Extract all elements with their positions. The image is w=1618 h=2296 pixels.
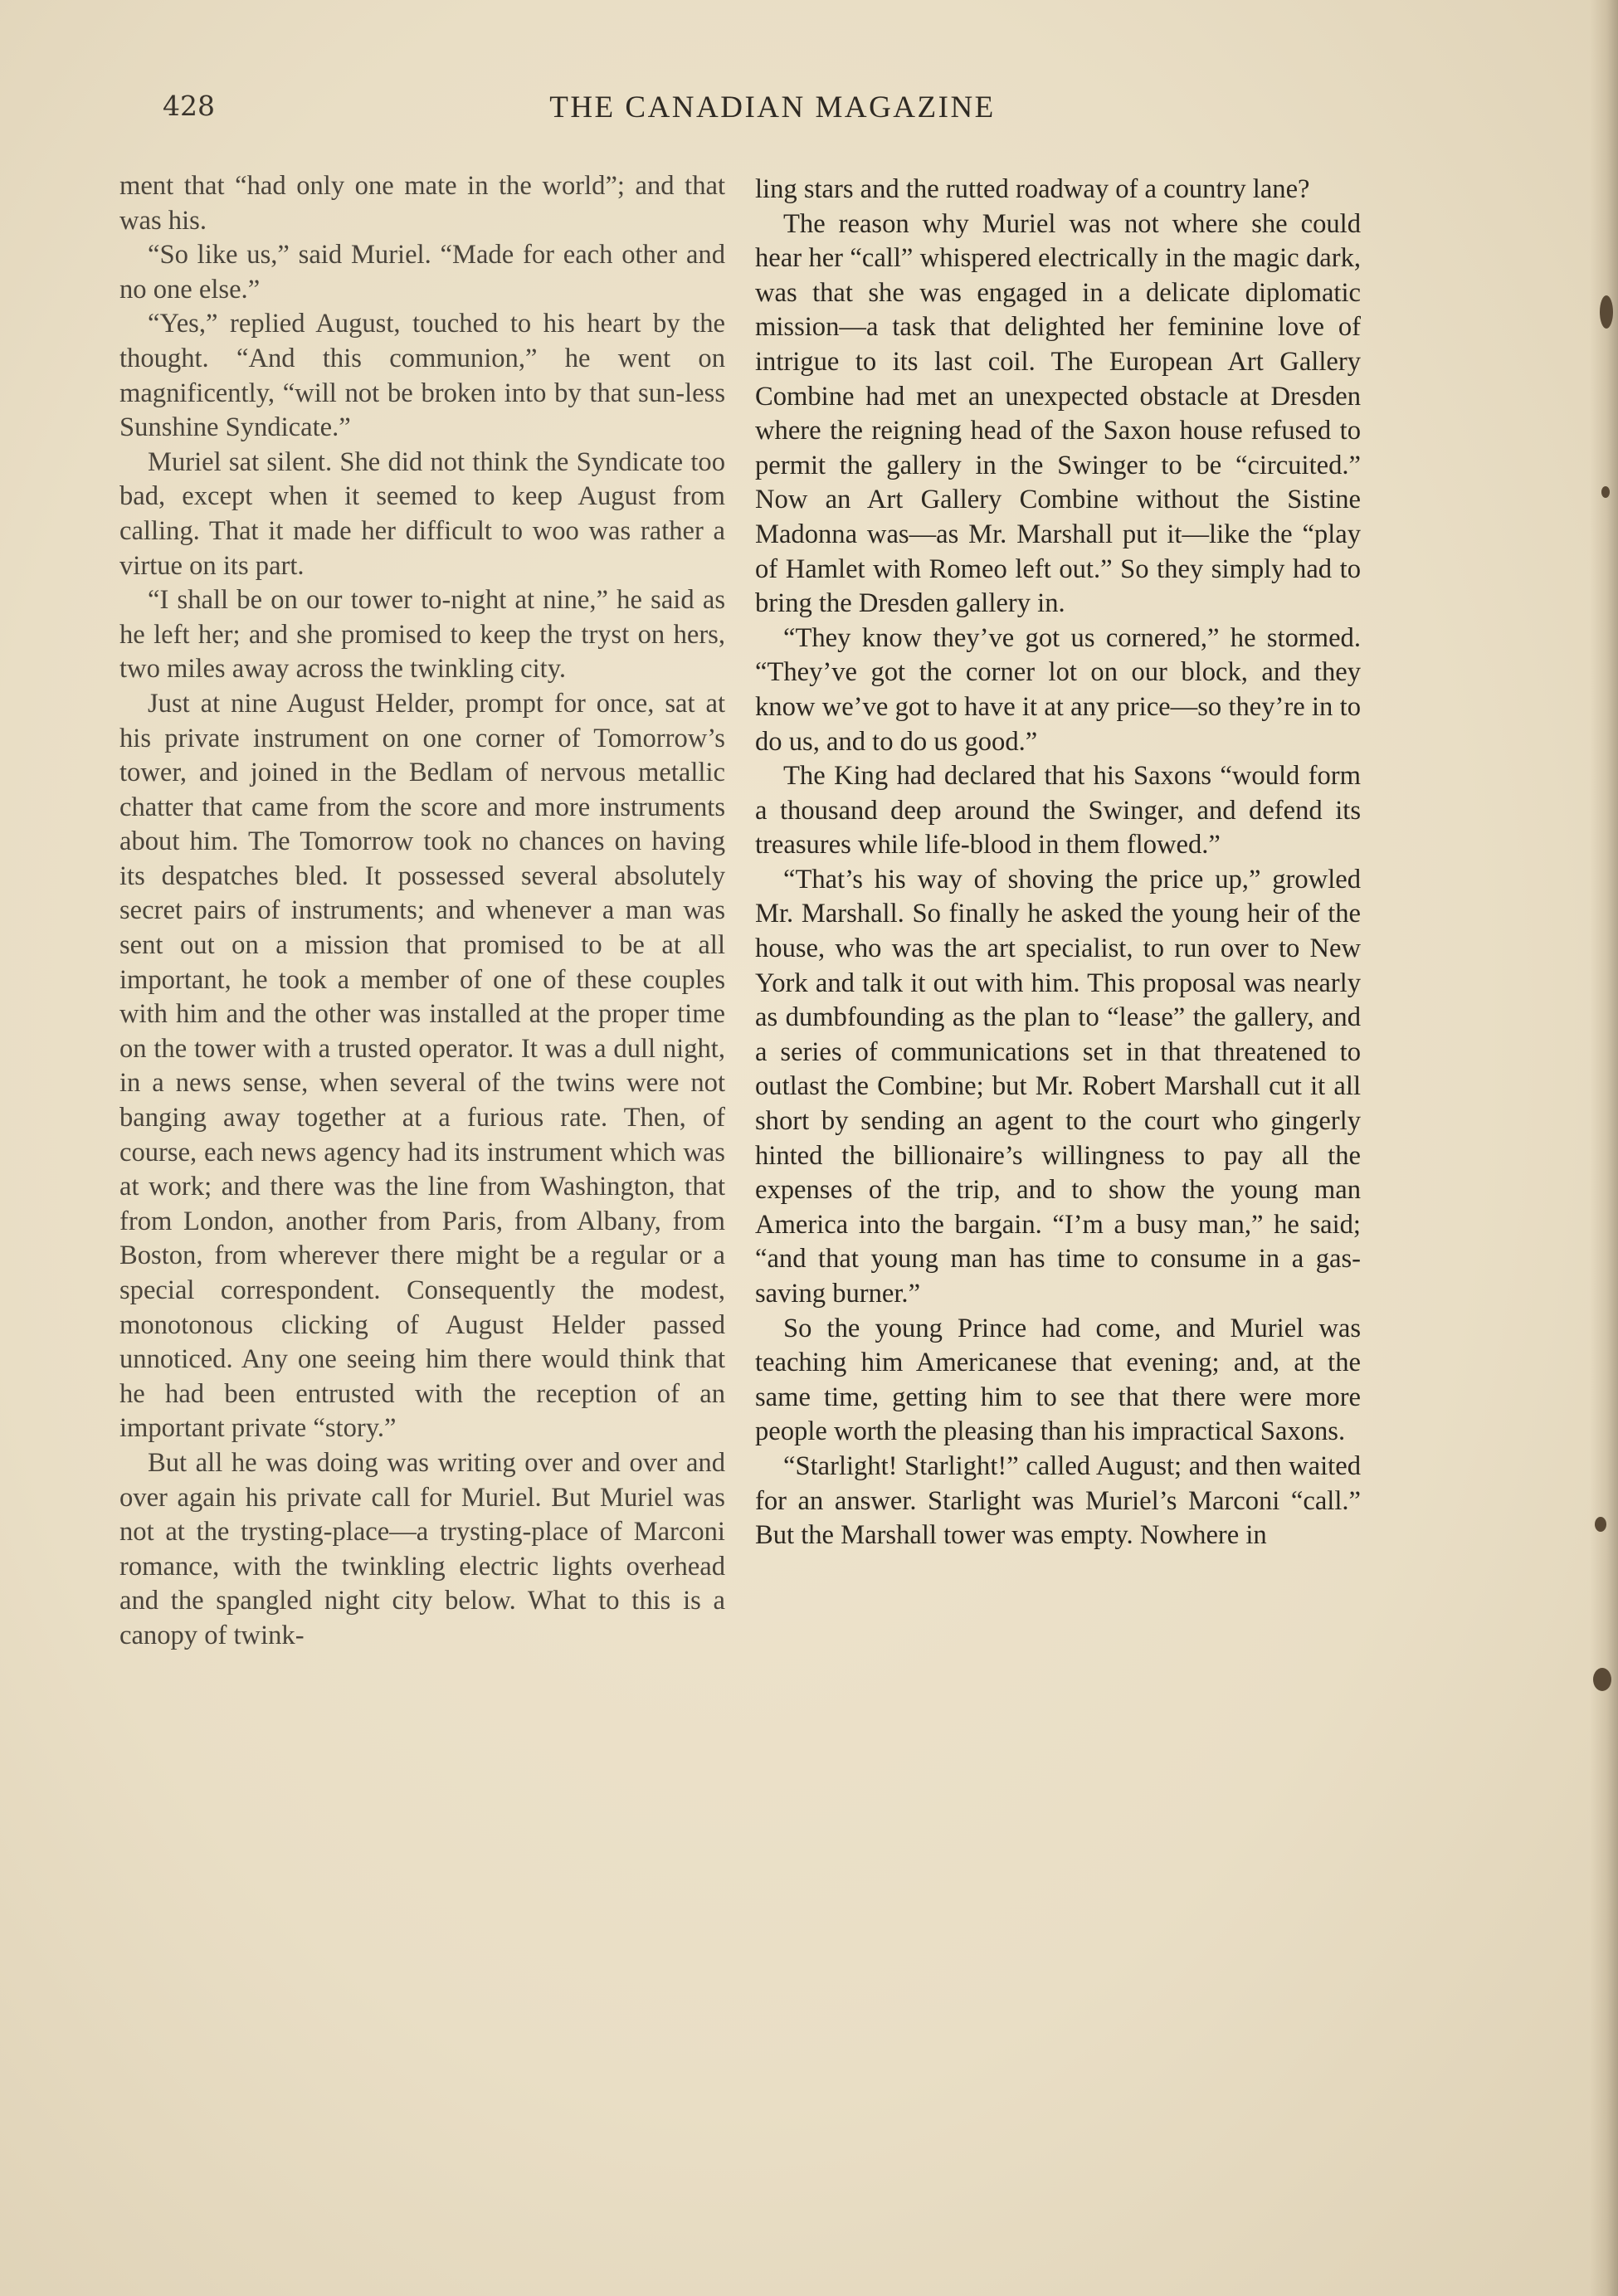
paragraph: Muriel sat silent. She did not think the Syndicate too bad, except when it seemed to keep August from calling. That it made her difficult to woo was rather a virtue on its part. (119, 446, 725, 581)
paragraph: “Yes,” replied August, touched to his heart by the thought. “And this communion,” he went on magnificently, “will not be broken into by that sun-less Sunshine Syndicate.” (119, 309, 725, 443)
paragraph: “I shall be on our tower to-night at nine,” he said as he left her; and she promised to keep the tryst on hers, two miles away across the twinkling city. (119, 585, 725, 685)
paragraph: So the young Prince had come, and Muriel was teaching him Americanese that evening; and, at the same time, getting him to see that there were more people worth the pleasing than his impractical Saxons. (755, 1313, 1361, 1447)
ink-speck (1601, 486, 1610, 498)
paragraph: But all he was doing was writing over and over and over again his private call for Muriel. But Muriel was not at the trysting-place—a trysting-place of Marconi romance, with the twinkling electric lights overhead and the spangled night city below. What to this is a canopy of twink- (119, 1447, 725, 1650)
page-number: 428 (163, 90, 215, 122)
page-header (163, 90, 1382, 139)
page-edge-shadow (1590, 0, 1618, 2296)
paragraph: “They know they’ve got us cornered,” he stormed. “They’ve got the corner lot on our block, and they know we’ve got to have it at any price—so they’re in to do us, and to do us good.” (755, 622, 1361, 757)
paragraph: The King had declared that his Saxons “would form a thousand deep around the Swinger, and defend its treasures while life-blood in them flowed.” (755, 761, 1361, 860)
paragraph: The reason why Muriel was not where she could hear her “call” whispered electrically in the magic dark, was that she was engaged in a delicate diplomatic mission—a task that delighted her feminine love of intrigue to its last coil. The European Art Gallery Combine had met an unexpected obstacle at Dresden where the reigning head of the Saxon house refused to permit the gallery in the Swinger to be “circuited.” Now an Art Gallery Combine without the Sistine Madonna was—as Mr. Marshall put it—like the “play of Hamlet with Romeo left out.” So they simply had to bring the Dresden gallery in. (755, 208, 1361, 619)
paragraph: ment that “had only one mate in the world”; and that was his. (119, 171, 725, 236)
paragraph: “That’s his way of shoving the price up,” growled Mr. Marshall. So finally he asked the young heir of the house, who was the art specialist, to run over to New York and talk it out with him. This proposal was nearly as dumbfounding as the plan to “lease” the gallery, and a series of communications set in that threatened to outlast the Combine; but Mr. Robert Marshall cut it all short by sending an agent to the court who gingerly hinted the billionaire’s willingness to pay all the expenses of the trip, and to show the young man America into the bargain. “I’m a busy man,” he said; “and that young man has time to consume in a gas-saving burner.” (755, 864, 1361, 1309)
running-title: THE CANADIAN MAGAZINE (549, 90, 996, 124)
ink-speck (1595, 1517, 1606, 1532)
paragraph: “So like us,” said Muriel. “Made for each other and no one else.” (119, 240, 725, 305)
ink-speck (1600, 295, 1613, 329)
paragraph: ling stars and the rutted roadway of a country lane? (755, 174, 1310, 204)
right-column (755, 173, 1361, 1553)
paragraph: “Starlight! Starlight!” called August; and then waited for an answer. Starlight was Muriel’s Marconi “call.” But the Marshall tower was empty. Nowhere in (755, 1450, 1361, 1551)
paragraph: Just at nine August Helder, prompt for once, sat at his private instrument on one corner of Tomorrow’s tower, and joined in the Bedlam of nervous metallic chatter that came from the score and more instruments about him. The Tomorrow took no chances on having its despatches bled. It possessed several absolutely secret pairs of instruments; and whenever a man was sent out on a mission that promised to be at all important, he took a member of one of these couples with him and the other was installed at the proper time on the tower with a trusted operator. It was a dull night, in a news sense, when several of the twins were not banging away together at a furious rate. Then, of course, each news agency had its instrument which was at work; and there was the line from Washington, that from London, another from Paris, from Albany, from Boston, from wherever there might be a regular or a special correspondent. Consequently the modest, monotonous clicking of August Helder passed unnoticed. Any one seeing him there would think that he had been entrusted with the reception of an important private “story.” (119, 688, 725, 1444)
ink-speck (1593, 1668, 1611, 1691)
left-column (119, 169, 725, 1654)
